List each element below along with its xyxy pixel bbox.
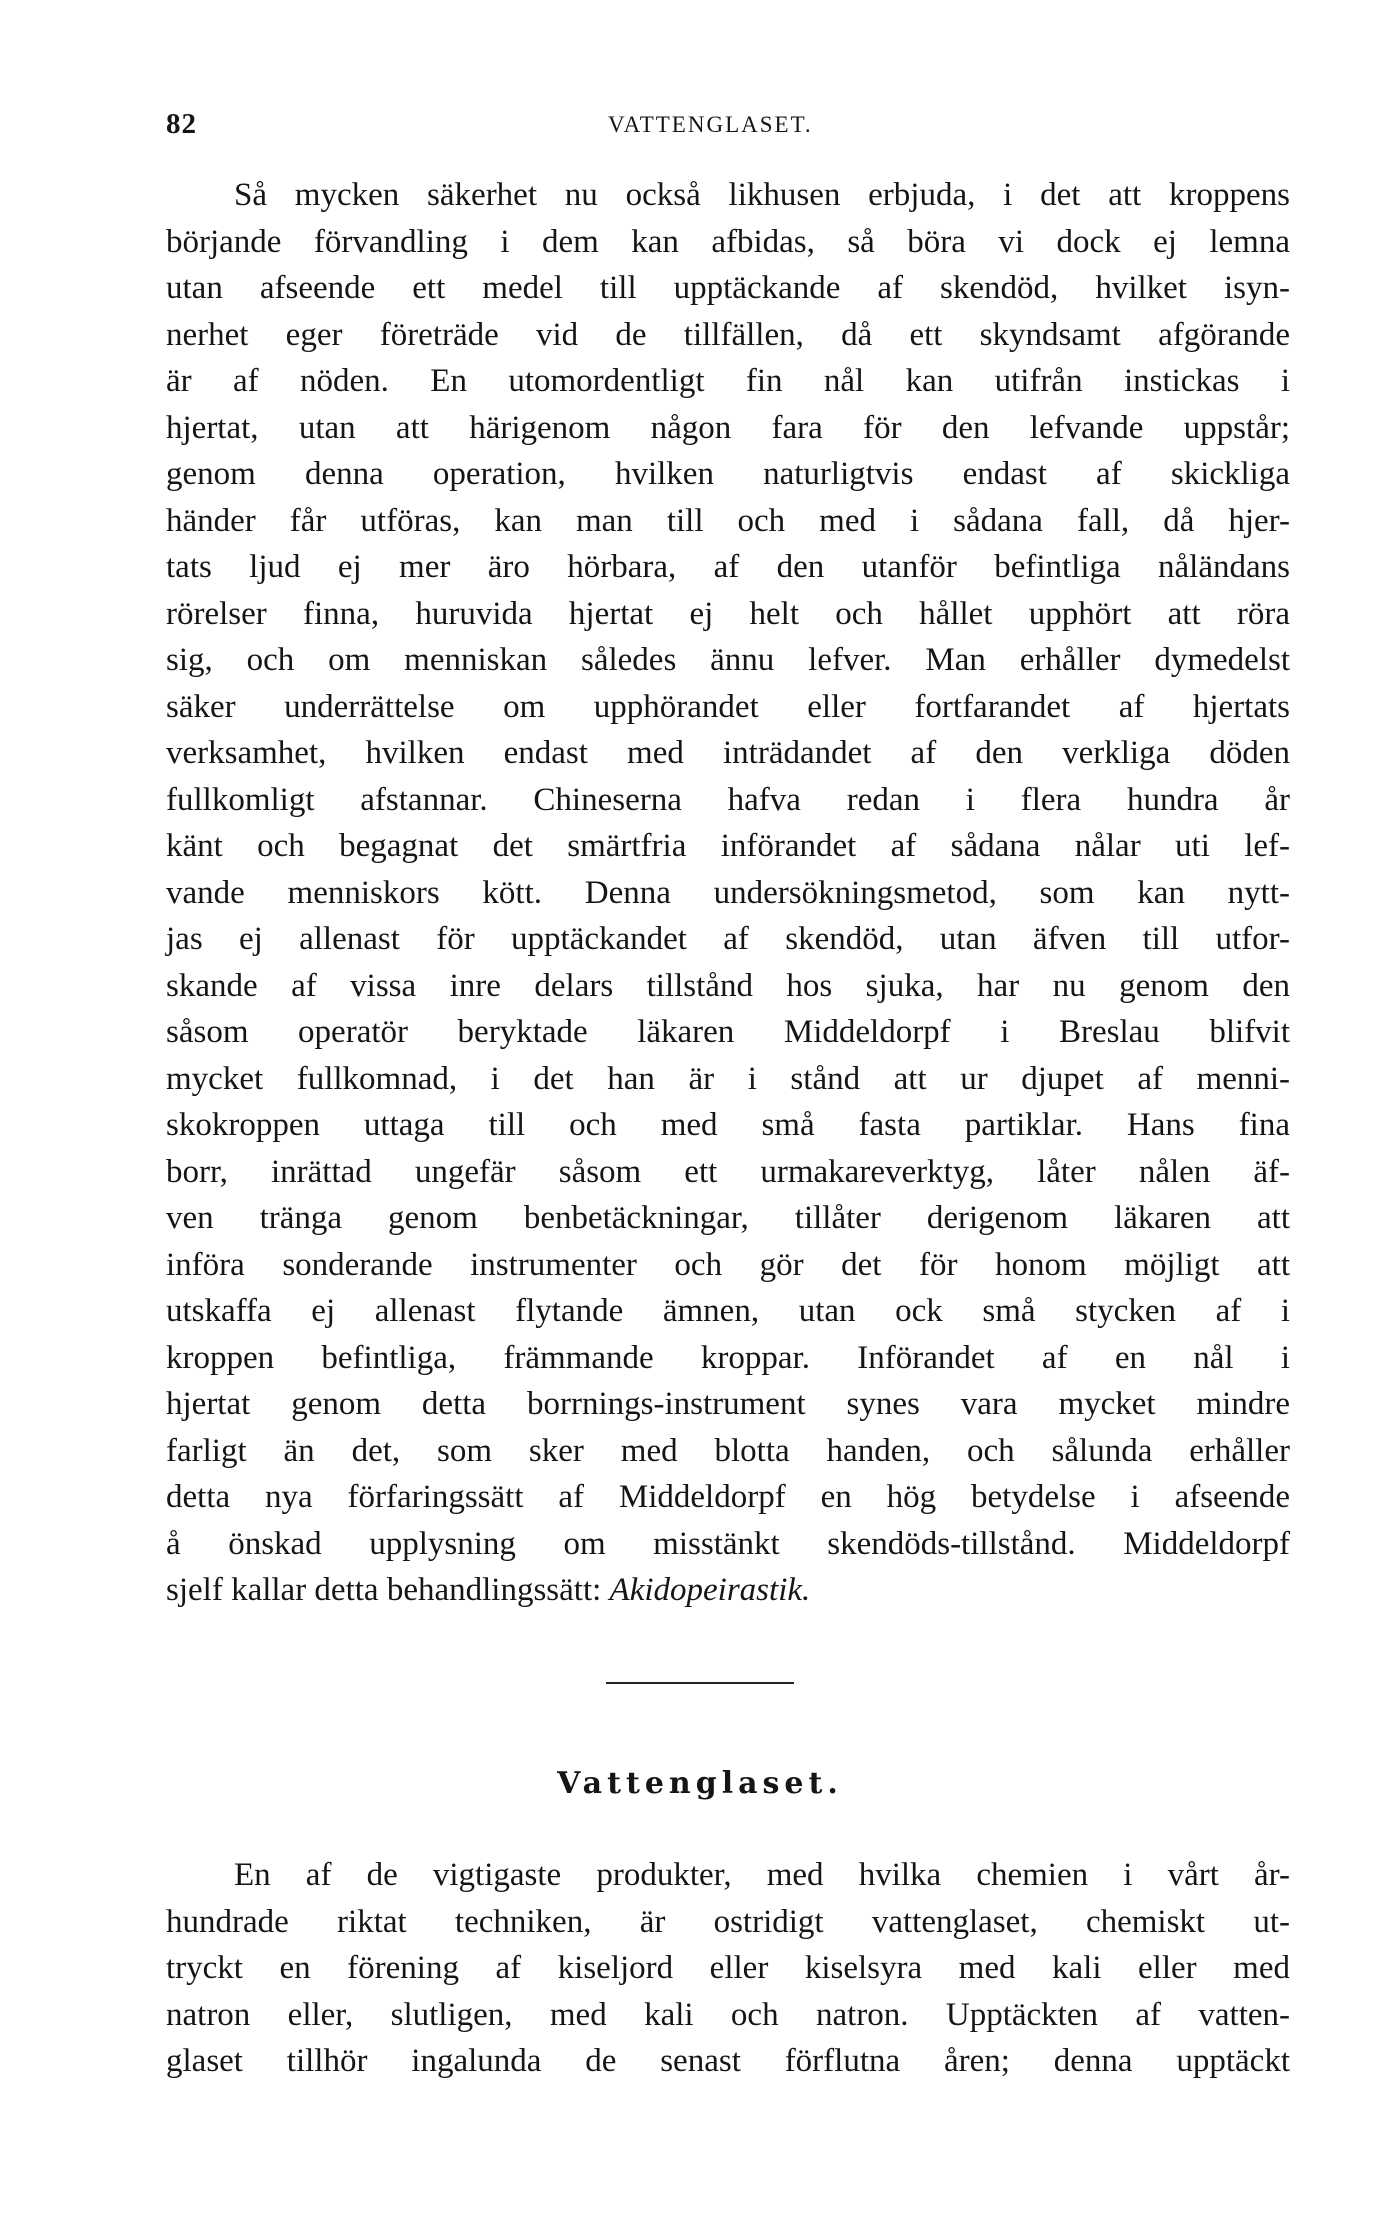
text-line: glaset tillhör ingalunda de senast förflutna åren; denna upptäckt (166, 2043, 1290, 2079)
section-heading: Vattenglaset. (557, 1766, 843, 1801)
text-line: är af nöden. En utomordentligt fin nål kan utifrån instickas i (166, 363, 1290, 399)
text-line: skande af vissa inre delars tillstånd hos sjuka, har nu genom den (166, 967, 1290, 1004)
text-line: rörelser finna, huruvida hjertat ej helt och hållet upphört att röra (166, 595, 1290, 632)
text-line: införa sonderande instrumenter och gör det för honom möjligt att (166, 1246, 1290, 1283)
text-line: tryckt en förening af kiseljord eller kiselsyra med kali eller med (166, 1950, 1290, 1986)
page-number: 82 (166, 108, 197, 140)
text-line: En af de vigtigaste produkter, med hvilka chemien i vårt år- (234, 1857, 1290, 1893)
section-divider (606, 1682, 794, 1684)
text-line: hjertat genom detta borrnings-instrument synes vara mycket mindre (166, 1386, 1290, 1422)
text-line: känt och begagnat det smärtfria införandet af sådana nålar uti lef- (166, 828, 1290, 864)
text-line: genom denna operation, hvilken naturligtvis endast af skickliga (166, 456, 1290, 492)
text-line: kroppen befintliga, främmande kroppar. Införandet af en nål i (166, 1339, 1290, 1376)
text-line: borr, inrättad ungefär såsom ett urmakareverktyg, låter nålen äf- (166, 1153, 1290, 1190)
running-title: VATTENGLASET. (608, 112, 813, 137)
text-line: skokroppen uttaga till och med små fasta partiklar. Hans fina (166, 1107, 1290, 1143)
text-line-prefix: sjelf kallar detta behandlingssätt: (166, 1572, 610, 1608)
text-line: å önskad upplysning om misstänkt skendöds-tillstånd. Middeldorpf (166, 1525, 1290, 1562)
text-line: ven tränga genom benbetäckningar, tillåter derigenom läkaren att (166, 1200, 1290, 1236)
text-line: börjande förvandling i dem kan afbidas, så böra vi dock ej lemna (166, 223, 1290, 260)
paragraph-skendod (166, 172, 1290, 1614)
text-line: hundrade riktat techniken, är ostridigt vattenglaset, chemiskt ut- (166, 1903, 1290, 1940)
text-line: händer får utföras, kan man till och med i sådana fall, då hjer- (166, 502, 1290, 539)
text-line: natron eller, slutligen, med kali och natron. Upptäckten af vatten- (166, 1996, 1290, 2033)
text-line: farligt än det, som sker med blotta handen, och sålunda erhåller (166, 1432, 1290, 1469)
text-line: säker underrättelse om upphörandet eller fortfarandet af hjertats (166, 688, 1290, 725)
running-head (166, 108, 1290, 148)
text-line: tats ljud ej mer äro hörbara, af den utanför befintliga nåländans (166, 549, 1290, 585)
text-line: nerhet eger företräde vid de tillfällen, då ett skyndsamt afgörande (166, 316, 1290, 353)
text-line: hjertat, utan att härigenom någon fara för den lefvande uppstår; (166, 409, 1290, 446)
text-line: vande menniskors kött. Denna undersökningsmetod, som kan nytt- (166, 874, 1290, 911)
text-line: fullkomligt afstannar. Chineserna hafva redan i flera hundra år (166, 781, 1290, 818)
text-line: mycket fullkomnad, i det han är i stånd att ur djupet af menni- (166, 1060, 1290, 1097)
text-line: jas ej allenast för upptäckandet af skendöd, utan äfven till utfor- (166, 921, 1290, 957)
text-line: detta nya förfaringssätt af Middeldorpf en hög betydelse i afseende (166, 1479, 1290, 1515)
text-line: utan afseende ett medel till upptäckande af skendöd, hvilket isyn- (166, 270, 1290, 306)
text-line: Så mycken säkerhet nu också likhusen erbjuda, i det att kroppens (234, 177, 1290, 213)
text-line: utskaffa ej allenast flytande ämnen, utan ock små stycken af i (166, 1293, 1290, 1329)
italic-term: Akidopeirastik. (609, 1572, 811, 1608)
text-line: sig, och om menniskan således ännu lefver. Man erhåller dymedelst (166, 642, 1290, 678)
paragraph-vattenglaset (166, 1852, 1290, 2085)
text-line: verksamhet, hvilken endast med inträdandet af den verkliga döden (166, 735, 1290, 771)
text-line-last (166, 1567, 1290, 1614)
text-line: såsom operatör beryktade läkaren Middeldorpf i Breslau blifvit (166, 1014, 1290, 1050)
